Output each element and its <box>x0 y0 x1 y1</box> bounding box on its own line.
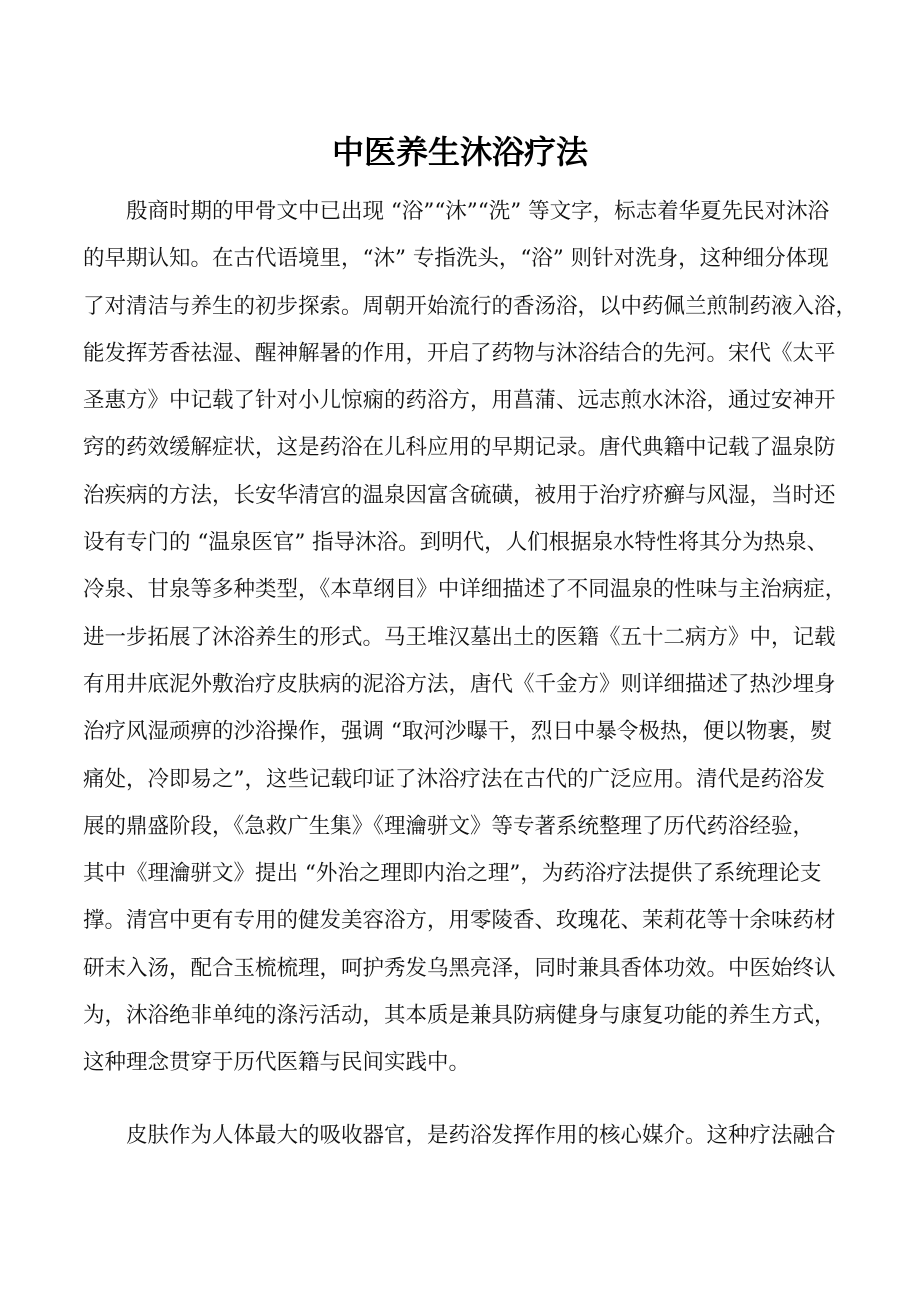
text-line: 这种理念贯穿于历代医籍与民间实践中。 <box>83 1050 471 1076</box>
paragraph-history <box>83 188 858 1087</box>
text-line: 撑。清宫中更有专用的健发美容浴方，用零陵香、玫瑰花、茉莉花等十余味药材 <box>83 908 836 934</box>
text-line: 展的鼎盛阶段，《急救广生集》《理瀹骈文》等专著系统整理了历代药浴经验， <box>83 813 815 839</box>
text-line: 的早期认知。在古代语境里，“沐” 专指洗头，“浴” 则针对洗身，这种细分体现 <box>83 246 829 272</box>
text-line: 了对清洁与养生的初步探索。周朝开始流行的香汤浴，以中药佩兰煎制药液入浴， <box>83 293 858 319</box>
page-title: 中医养生沐浴疗法 <box>331 133 588 171</box>
paragraph-skin-absorption <box>83 1112 841 1159</box>
text-line: 皮肤作为人体最大的吸收器官，是药浴发挥作用的核心媒介。这种疗法融合 <box>126 1123 836 1148</box>
text-line: 研末入汤，配合玉梳梳理，呵护秀发乌黑亮泽，同时兼具香体功效。中医始终认 <box>83 955 836 981</box>
text-line: 痛处，冷即易之”，这些记载印证了沐浴疗法在古代的广泛应用。清代是药浴发 <box>83 766 825 792</box>
text-line: 进一步拓展了沐浴养生的形式。马王堆汉墓出土的医籍《五十二病方》中，记载 <box>83 624 836 650</box>
text-line: 冷泉、甘泉等多种类型，《本草纲目》中详细描述了不同温泉的性味与主治病症， <box>83 577 847 603</box>
text-line: 殷商时期的甲骨文中已出现 “浴”“沐”“洗” 等文字，标志着华夏先民对沐浴 <box>126 199 830 224</box>
text-line: 为，沐浴绝非单纯的涤污活动，其本质是兼具防病健身与康复功能的养生方式， <box>83 1003 836 1029</box>
text-line: 能发挥芳香祛湿、醒神解暑的作用，开启了药物与沐浴结合的先河。宋代《太平 <box>83 340 836 366</box>
text-line: 圣惠方》中记载了针对小儿惊痫的药浴方，用菖蒲、远志煎水沐浴，通过安神开 <box>83 388 836 414</box>
text-line: 其中《理瀹骈文》提出 “外治之理即内治之理”，为药浴疗法提供了系统理论支 <box>83 861 822 887</box>
text-line: 设有专门的 “温泉医官” 指导沐浴。到明代，人们根据泉水特性将其分为热泉、 <box>83 530 829 556</box>
text-line: 治疾病的方法，长安华清宫的温泉因富含硫磺，被用于治疗疥癣与风湿，当时还 <box>83 482 836 508</box>
text-line: 有用井底泥外敷治疗皮肤病的泥浴方法，唐代《千金方》则详细描述了热沙埋身 <box>83 671 836 697</box>
text-line: 窍的药效缓解症状，这是药浴在儿科应用的早期记录。唐代典籍中记载了温泉防 <box>83 435 836 461</box>
text-line: 治疗风湿顽痹的沙浴操作，强调 “取河沙曝干，烈日中暴令极热，便以物裹，熨 <box>83 719 832 745</box>
